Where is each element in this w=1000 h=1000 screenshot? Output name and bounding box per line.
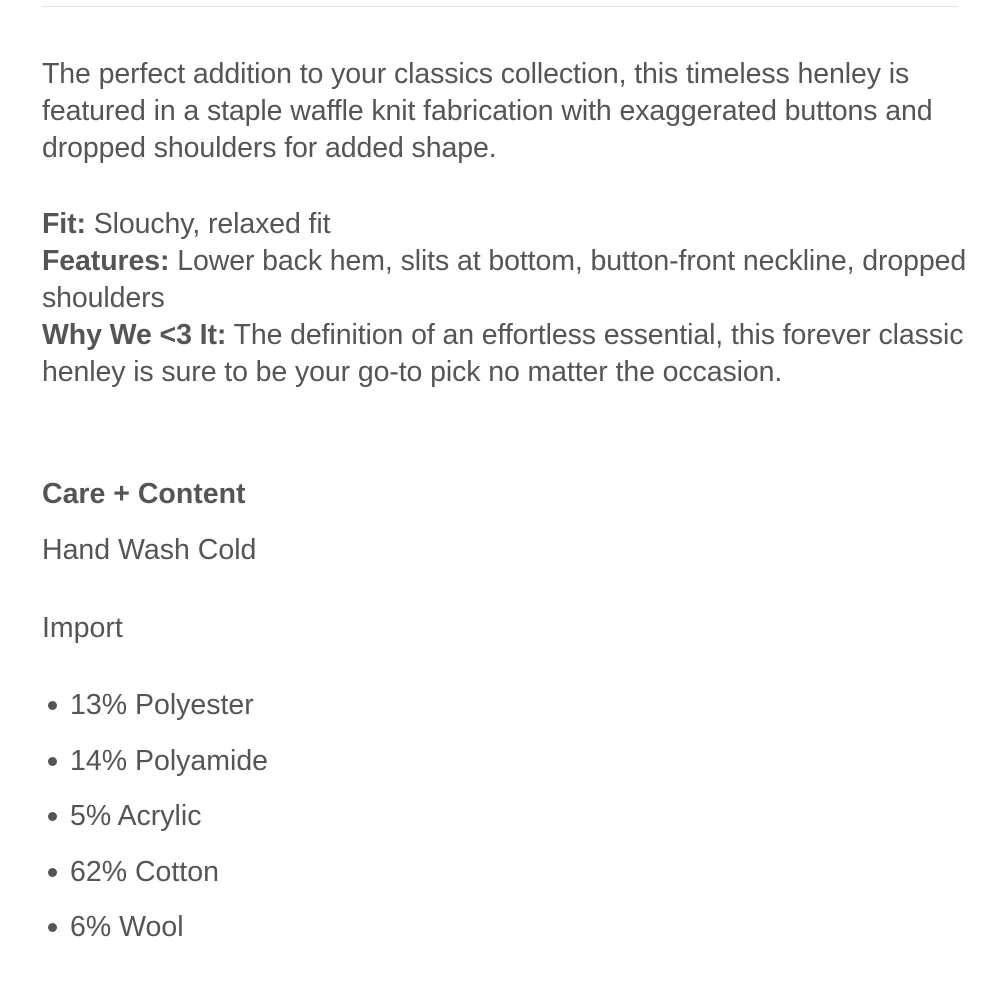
bullet-icon [48, 923, 57, 932]
spec-value: Slouchy, relaxed fit [85, 208, 331, 240]
product-details [42, 56, 972, 965]
spec-why-we-love-it [42, 317, 972, 391]
bullet-icon [48, 812, 57, 821]
list-item [42, 798, 972, 835]
spec-label: Fit: [42, 208, 86, 240]
bullet-icon [48, 757, 57, 766]
material-label: 6% Wool [70, 911, 184, 943]
list-item [42, 743, 972, 780]
care-content-heading: Care + Content [42, 478, 246, 510]
materials-list [42, 687, 972, 946]
product-description: The perfect addition to your classics collection, this timeless henley is featured in a staple waffle knit fabrication with exaggerated buttons and dropped shoulders for added shape. [42, 58, 933, 164]
material-label: 5% Acrylic [70, 800, 202, 832]
material-label: 62% Cotton [70, 855, 219, 888]
origin-note: Import [42, 612, 123, 644]
spec-features [42, 243, 972, 317]
bullet-icon [48, 868, 57, 877]
material-label: 13% Polyester [70, 689, 254, 721]
care-instruction: Hand Wash Cold [42, 534, 257, 566]
bullet-icon [48, 701, 57, 710]
list-item [42, 687, 972, 724]
spec-value: Lower back hem, slits at bottom, button-front neckline, dropped shoulders [42, 245, 967, 314]
product-specs [42, 206, 972, 391]
spec-fit [42, 206, 972, 243]
list-item [42, 909, 972, 946]
material-label: 14% Polyamide [70, 744, 269, 777]
top-divider [42, 6, 958, 7]
spec-value: The definition of an effortless essential, this forever classic henley is sure to be your go-to pick no matter the occasion. [42, 319, 964, 388]
list-item [42, 854, 972, 891]
spec-label: Why We <3 It: [42, 319, 227, 351]
spec-label: Features: [42, 245, 170, 277]
